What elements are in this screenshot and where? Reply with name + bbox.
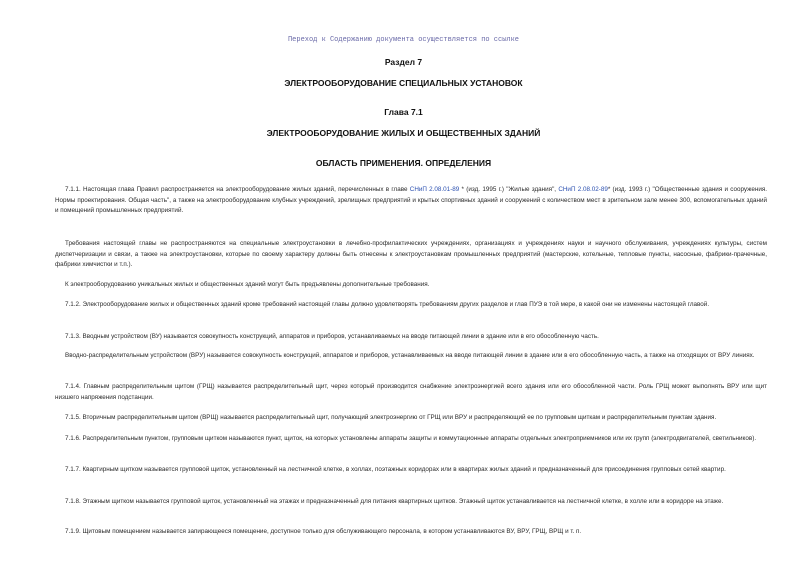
paragraph-7-1-1 (55, 185, 767, 217)
paragraph-7-1-6: 7.1.6. Распределительным пунктом, групповым щитком называются пункт, щиток, на которых установлены аппараты защиты и коммутационные аппараты отдельных электроприемников или их групп (электродвигателей, светильников). (65, 435, 757, 442)
section-heading: Раздел 7 (384, 57, 423, 67)
contents-link[interactable]: Переход к Содержанию документа осуществляется по ссылке (287, 36, 520, 44)
paragraph-7-1-7: 7.1.7. Квартирным щитком называется групповой щиток, установленный на лестничной клетке, в холлах, поэтажных коридорах или в квартирах жилых зданий и предназначенный для присоединения групповых сетей квартир. (65, 466, 726, 473)
paragraph-text: * (изд. 1995 г.) "Жилые здания", (459, 186, 559, 193)
paragraph-text: 7.1.1. Настоящая глава Правил распространяется на электрооборудование жилых зданий, перечисленных в главе (65, 186, 410, 193)
paragraph-vru-definition: Вводно-распределительным устройством (ВРУ) называется совокупность конструкций, аппаратов и приборов, устанавливаемых на вводе питающей линии в здание или в его обособленную часть, а также на отходящих от ВРУ линиях. (65, 352, 755, 359)
paragraph-exclusions: Требования настоящей главы не распространяются на специальные электроустановки в лечебно-профилактических учреждениях, организациях и учреждениях науки и научного обслуживания, учреждениях культуры, систем диспетчеризации и связи, а также на электроустановки, которые по своему характеру должны быть отнесены к электроустановкам промышленных предприятий (мастерские, котельные, тепловые пункты, насосные, фабрики-прачечные, фабрики химчистки и т.п.). (55, 240, 767, 269)
paragraph-7-1-8: 7.1.8. Этажным щитком называется групповой щиток, установленный на этажах и предназначенный для питания квартирных щитков. Этажный щиток устанавливается на лестничной клетке, в холле или в коридоре на этаже. (65, 498, 724, 505)
paragraph-unique-buildings: К электрооборудованию уникальных жилых и общественных зданий могут быть предъявлены дополнительные требования. (65, 281, 430, 288)
chapter-title: ЭЛЕКТРООБОРУДОВАНИЕ ЖИЛЫХ И ОБЩЕСТВЕННЫХ ЗДАНИЙ (266, 128, 541, 138)
chapter-heading: Глава 7.1 (384, 107, 423, 117)
paragraph-text: * (изд. 1993 г.) "Общественные здания и сооружения. Нормы проектирования. Общая часть", а также на электрооборудование клубных учреждений, зрелищных предприятий и крытых спортивных зданий и сооружений с количеством мест в зрительном зале менее 300, вспомогательных зданий и помещений промышленных предприятий. (55, 186, 768, 215)
paragraph-7-1-4: 7.1.4. Главным распределительным щитом (ГРЩ) называется распределительный щит, через который производится снабжение электроэнергией всего здания или его обособленной части. Роль ГРЩ может выполнять ВРУ или щит низшего напряжения подстанции. (55, 383, 767, 401)
paragraph-7-1-2: 7.1.2. Электрооборудование жилых и общественных зданий кроме требований настоящей главы должно удовлетворять требованиям других разделов и глав ПУЭ в той мере, в какой они не изменены настоящей главой. (65, 301, 710, 308)
snip-2-08-02-89-link[interactable]: СНиП 2.08.02-89 (558, 186, 608, 193)
section-title: ЭЛЕКТРООБОРУДОВАНИЕ СПЕЦИАЛЬНЫХ УСТАНОВОК (284, 78, 523, 88)
scope-subtitle: ОБЛАСТЬ ПРИМЕНЕНИЯ. ОПРЕДЕЛЕНИЯ (315, 158, 492, 168)
paragraph-7-1-5: 7.1.5. Вторичным распределительным щитом (ВРЩ) называется распределительный щит, получающий электроэнергию от ГРЩ или ВРУ и распределяющий ее по групповым щиткам и распределительным пунктам здания. (65, 414, 717, 421)
snip-2-08-01-89-link[interactable]: СНиП 2.08.01-89 (409, 186, 460, 193)
paragraph-7-1-9: 7.1.9. Щитовым помещением называется запирающееся помещение, доступное только для обслуживающего персонала, в котором устанавливаются ВУ, ВРУ, ГРЩ, ВРЩ и т. п. (65, 528, 582, 535)
paragraph-7-1-3: 7.1.3. Вводным устройством (ВУ) называется совокупность конструкций, аппаратов и приборов, устанавливаемых на вводе питающей линии в здание или в его обособленную часть. (65, 333, 599, 340)
